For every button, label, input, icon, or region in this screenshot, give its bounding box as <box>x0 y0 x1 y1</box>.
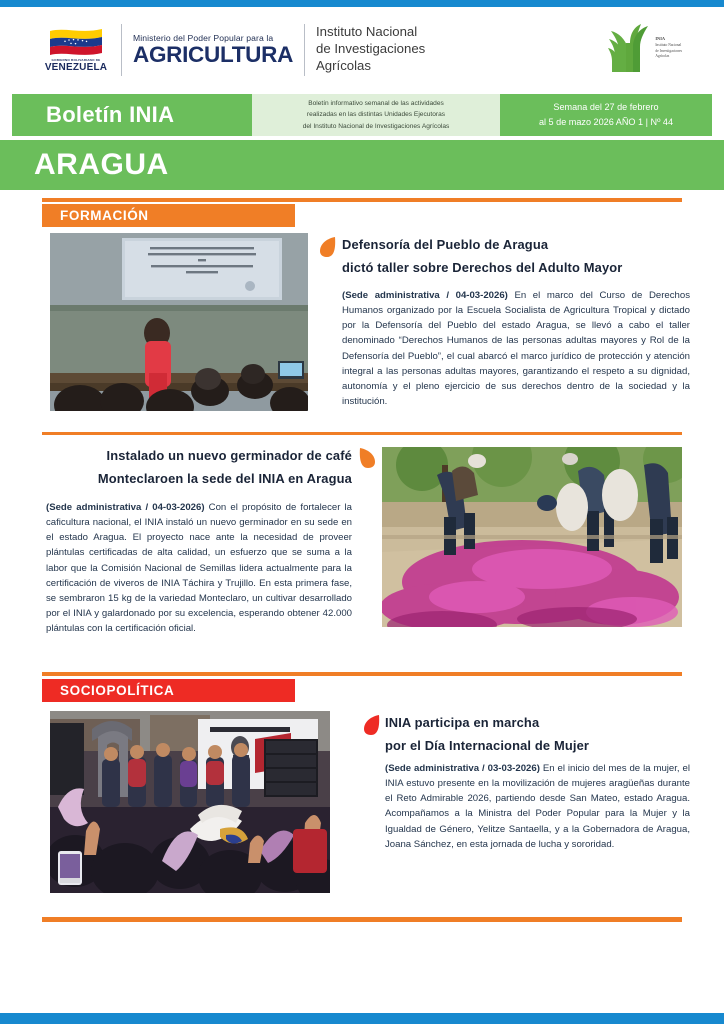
section-tag-formacion: FORMACIÓN <box>42 204 295 227</box>
leaf-bullet-red-icon <box>364 714 380 736</box>
venezuela-flag-block <box>42 25 110 73</box>
headline-germinador-line-1: Instalado un nuevo germinador de café <box>106 448 352 463</box>
bulletin-description-line-1: Boletín informativo semanal de las actividades <box>308 99 444 107</box>
dateline-defensoria: (Sede administrativa / 04-03-2026) <box>342 290 508 301</box>
body-germinador <box>46 500 352 636</box>
ministry-prefix: Ministerio del Poder Popular para la <box>133 32 274 43</box>
leaf-bullet-orange-icon-2 <box>359 447 375 469</box>
institute-block <box>316 24 425 75</box>
bulletin-bar <box>0 94 724 136</box>
body-defensoria-text: En el marco del Curso de Derechos Humanos organizado por la Escuela Socialista de Agricultura Tropical y dictado por la Defensoría del Pueblo del estado Aragua, se llevó a cabo el taller denominado “Derechos Humanos de las personas adultas mayores y Rol de la Defensoría del Pueblo”, el cual abarcó el marco jurídico de protección y atención integral a las personas adultas mayores, garantizando el respeto a su dignidad, autonomía y el pleno ejercicio de sus derechos dentro de la sociedad y la institución. <box>342 290 691 408</box>
headline-germinador <box>32 444 352 491</box>
dateline-germinador: (Sede administrativa / 04-03-2026) <box>46 502 205 513</box>
headline-germinador-line-2: Monteclaroen la sede del INIA en Aragua <box>97 471 352 487</box>
headline-defensoria-line-2: dictó taller sobre Derechos del Adulto Mayor <box>342 260 623 276</box>
state-name: ARAGUA <box>34 148 169 181</box>
headline-marcha-line-2: por el Día Internacional de Mujer <box>385 738 590 754</box>
inia-logo <box>607 23 682 73</box>
bulletin-week-line-2: al 5 de mazo 2026 AÑO 1 | Nº 44 <box>538 117 674 127</box>
bulletin-description <box>252 94 500 136</box>
inia-logo-line-1: Instituto Nacional <box>655 43 682 48</box>
headline-defensoria <box>342 233 692 280</box>
body-defensoria <box>342 288 690 409</box>
leaf-bullet-orange-icon <box>320 236 336 258</box>
photo-germinador-cafe <box>382 447 682 627</box>
body-marcha-mujer <box>385 761 690 852</box>
masthead-divider-1 <box>121 24 122 76</box>
bottom-accent-rule <box>0 1013 724 1024</box>
headline-defensoria-line-1: Defensoría del Pueblo de Aragua <box>342 237 549 252</box>
bulletin-week-line-1: Semana del 27 de febrero <box>553 102 659 112</box>
formacion-top-rule <box>42 198 682 202</box>
photo-marcha-mujer <box>50 711 330 893</box>
inia-logo-text <box>655 36 682 60</box>
photo-taller-derechos-humanos <box>50 233 308 411</box>
inia-logo-line-2: de Investigaciones <box>655 48 682 53</box>
masthead-divider-2 <box>304 24 305 76</box>
ministry-block <box>133 33 293 67</box>
headline-marcha-mujer <box>385 711 695 758</box>
separator-rule-2 <box>42 917 682 922</box>
dateline-marcha: (Sede administrativa / 03-03-2026) <box>385 763 540 774</box>
separator-rule-1 <box>42 432 682 435</box>
bulletin-description-line-3: del Instituto Nacional de Investigaciones Agrícolas <box>302 122 450 130</box>
inia-logo-line-3: Agrícolas <box>655 54 670 59</box>
bulletin-week-range <box>500 94 712 136</box>
ministry-name: AGRICULTURA <box>133 41 294 67</box>
state-band <box>0 140 724 190</box>
institute-line-2: de Investigaciones <box>316 41 426 57</box>
headline-marcha-line-1: INIA participa en marcha <box>385 715 540 730</box>
institute-line-1: Instituto Nacional <box>316 24 418 40</box>
institute-line-3: Agrícolas <box>316 57 371 73</box>
bulletin-description-line-2: realizadas en las distintas Unidades Ejecutoras <box>306 111 446 119</box>
body-marcha-text: En el inicio del mes de la mujer, el INIA estuvo presente en la movilización de mujeres aragüeñas durante el Reto Admirable 2026, partiendo desde San Mateo, estado Aragua. Acompañamos a la Ministra del Poder Popular para la Mujer y la Igualdad de Género, Yelitze Santaella, y a la Gobernadora de Aragua, Joana Sánchez, en esta jornada de lucha y sororidad. <box>385 763 690 850</box>
top-accent-rule <box>0 0 724 7</box>
section-tag-sociopolitica: SOCIOPOLÍTICA <box>42 679 295 702</box>
bulletin-title: Boletín INIA <box>12 94 252 136</box>
inia-leaf-icon <box>607 23 651 73</box>
body-germinador-text: Con el propósito de fortalecer la caficultura nacional, el INIA instaló un nuevo germinador en su sede en el estado Aragua. El proyecto nace ante la necesidad de proveer plántulas certificadas de alta calidad, un esfuerzo que se suma a la labor que la Comisión Nacional de Semillas lidera actualmente para la certificación de viveros de INIA Táchira y Trujillo. En esta primera fase, se sembraron 15 kg de la variedad Monteclaro, un cultivar desarrollado por el INIA y galardonado por su excelencia, esperando obtener 42.000 plántulas con la certificación oficial. <box>46 502 353 635</box>
masthead <box>0 7 724 92</box>
venezuela-label: VENEZUELA <box>44 62 108 74</box>
venezuela-flag-icon <box>47 25 105 58</box>
inia-acronym: INIA <box>655 36 666 42</box>
gobierno-bolivariano-label: GOBIERNO BOLIVARIANO DE <box>51 58 101 63</box>
sociopolitica-top-rule <box>42 672 682 676</box>
